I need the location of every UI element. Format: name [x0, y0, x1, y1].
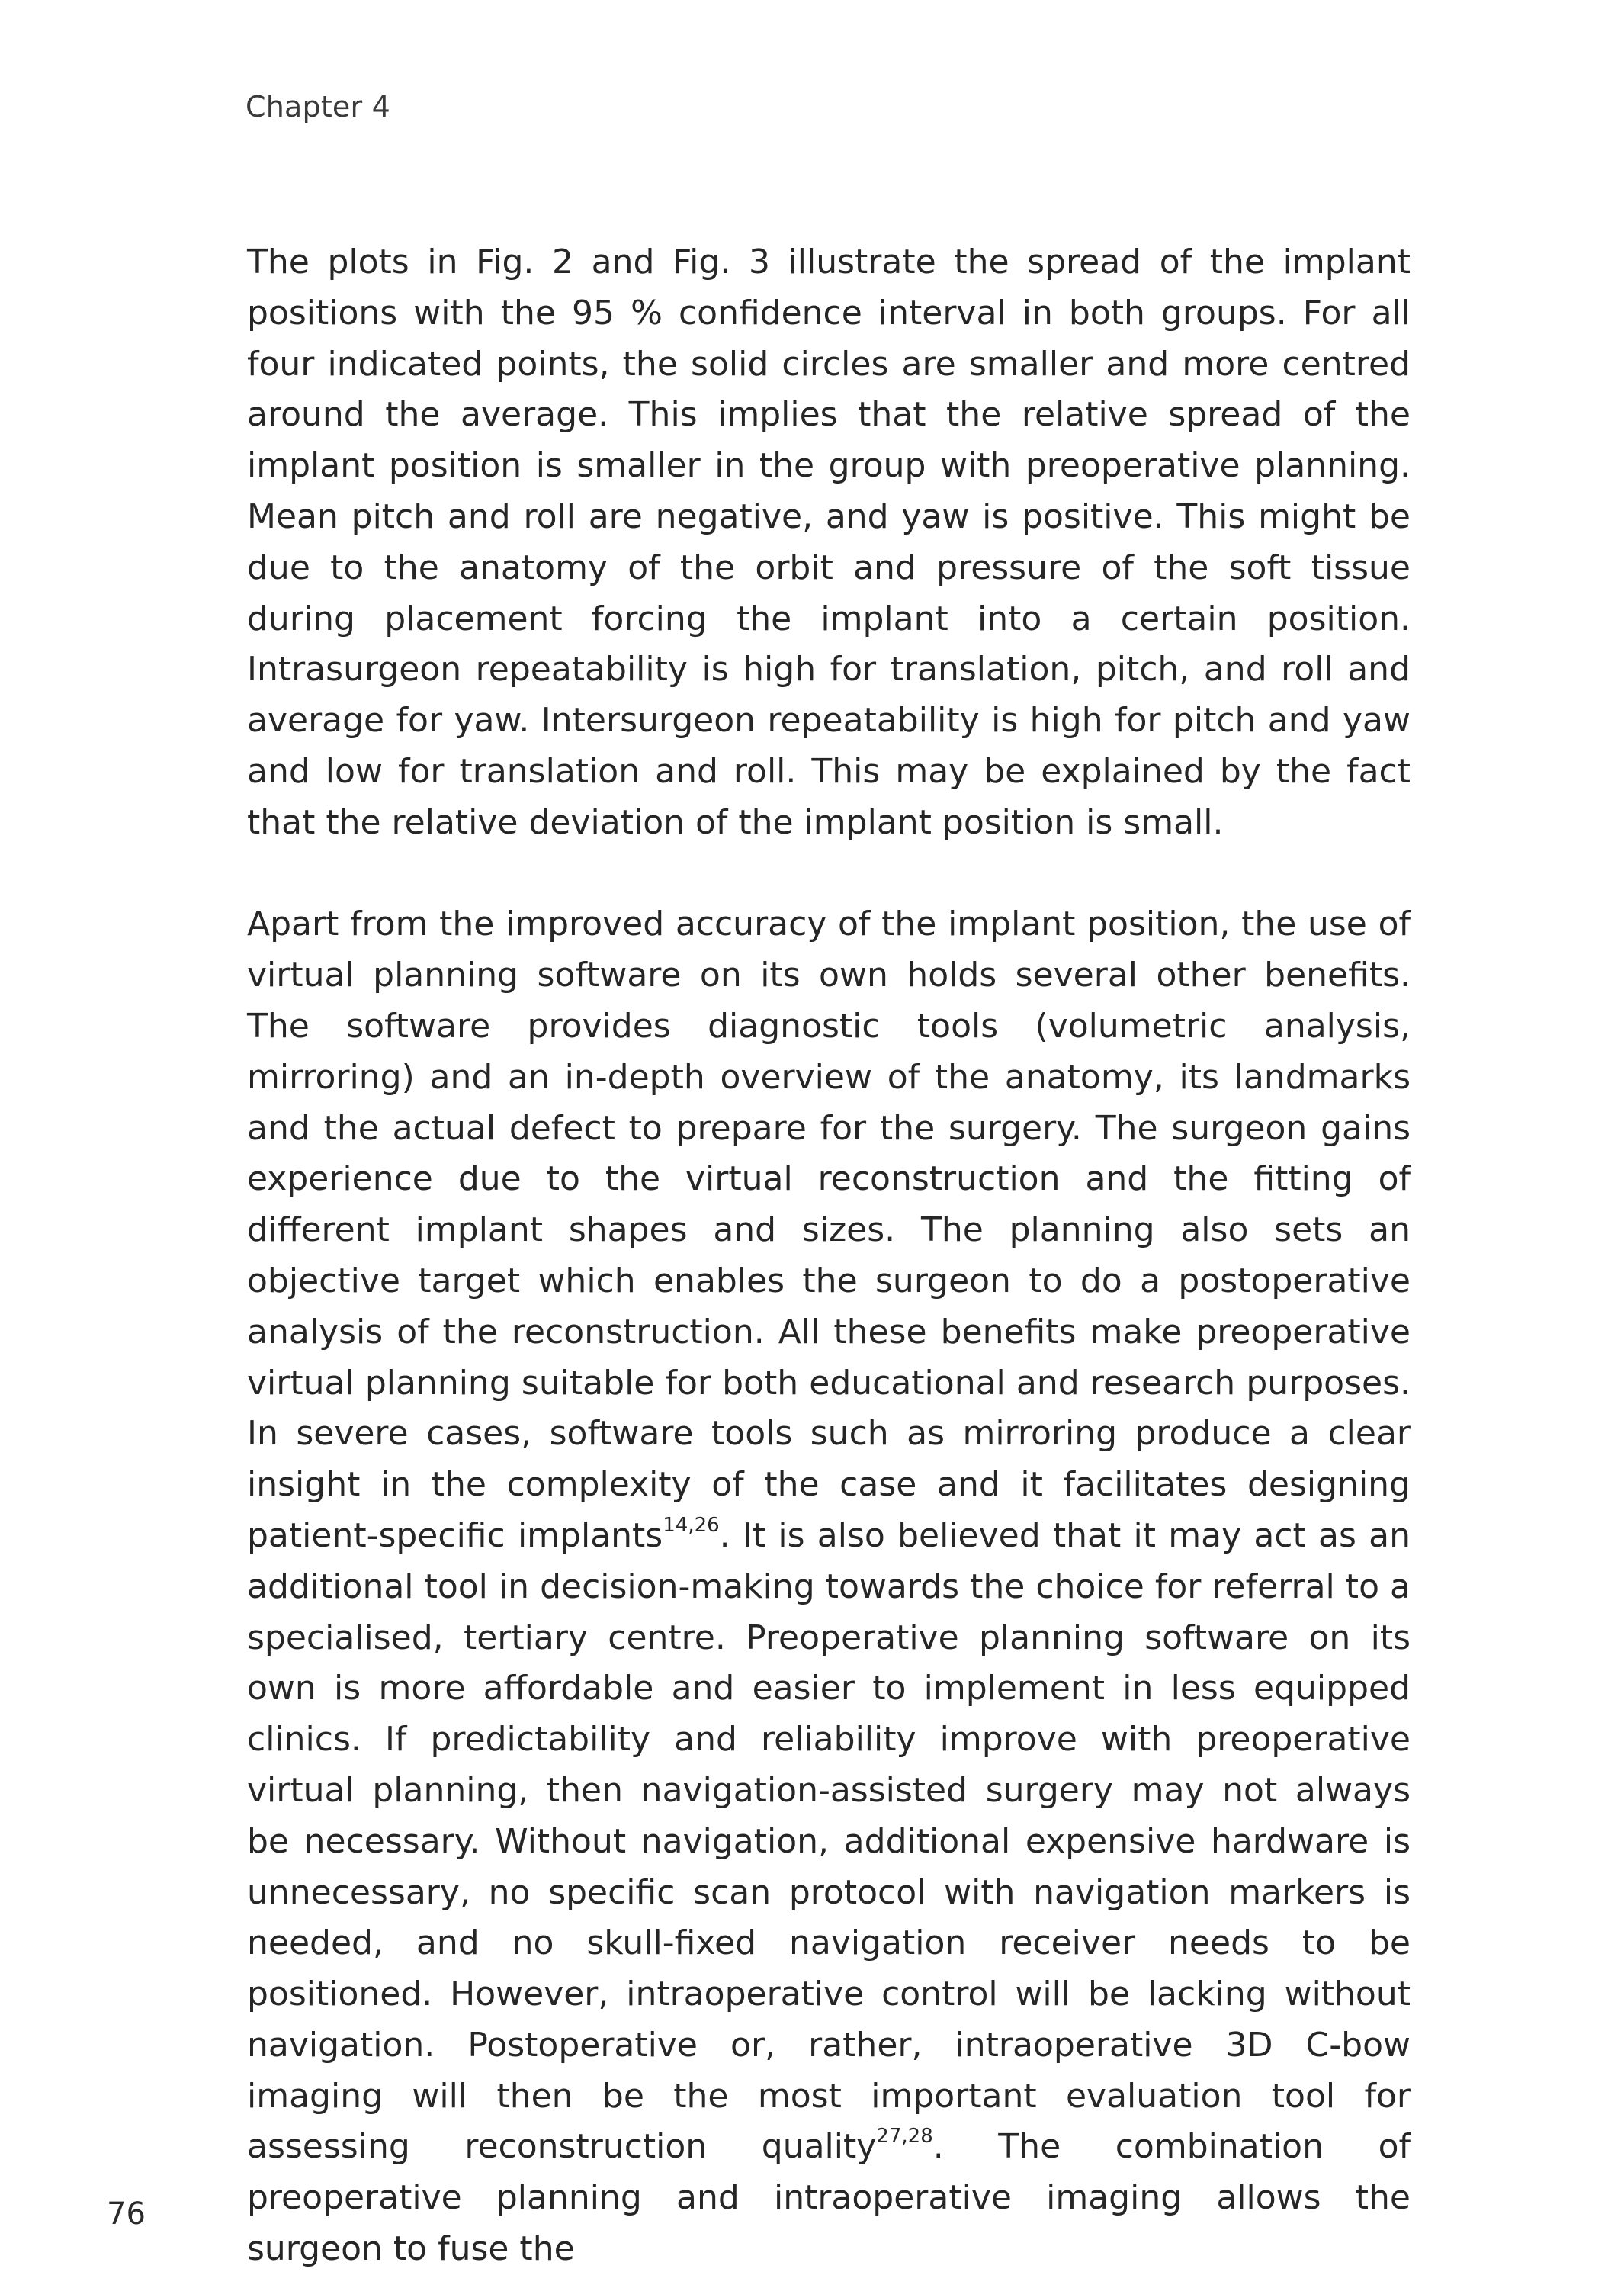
running-head: Chapter 4: [246, 90, 390, 124]
body-text: [247, 237, 1411, 2275]
paragraph-2-text-a: Apart from the improved accuracy of the implant position, the use of virtual planning software on its own holds several other benefits. The software provides diagnostic tools (volumetric analysis, mirroring) and an in-depth overview of the anatomy, its landmarks and the actual defect to prepare for the surgery. The surgeon gains experience due to the virtual reconstruction and the fitting of different implant shapes and sizes. The planning also sets an objective target which enables the surgeon to do a postoperative analysis of the reconstruction. All these benefits make preoperative virtual planning suitable for both educational and research purposes. In severe cases, software tools such as mirroring produce a clear insight in the complexity of the case and it facilitates designing patient-specific implants: [247, 905, 1411, 1555]
citation-superscript: 14,26: [663, 1513, 720, 1537]
page-number: 76: [107, 2196, 146, 2232]
paragraph-2: [247, 899, 1411, 2275]
paragraph-1: [247, 237, 1411, 849]
paragraph-2-text-c: . The combination of preoperative planning and intraoperative imaging allows the surgeon to fuse the: [247, 2127, 1411, 2269]
paragraph-2-text-b: . It is also believed that it may act as an additional tool in decision-making towards the choice for referral to a specialised, tertiary centre. Preoperative planning software on its own is more affordable and easier to implement in less equipped clinics. If predictability and reliability improve with preoperative virtual planning, then navigation-assisted surgery may not always be necessary. Without navigation, additional expensive hardware is unnecessary, no specific scan protocol with navigation markers is needed, and no skull-fixed navigation receiver needs to be positioned. However, intraoperative control will be lacking without navigation. Postoperative or, rather, intraoperative 3D C-bow imaging will then be the most important evaluation tool for assessing reconstruction quality: [247, 1515, 1411, 2167]
paragraph-1-text: The plots in Fig. 2 and Fig. 3 illustrate the spread of the implant positions with the 95 % confidence interval in both groups. For all four indicated points, the solid circles are smaller and more centred around the average. This implies that the relative spread of the implant position is smaller in the group with preoperative planning. Mean pitch and roll are negative, and yaw is positive. This might be due to the anatomy of the orbit and pressure of the soft tissue during placement forcing the implant into a certain position. Intrasurgeon repeatability is high for translation, pitch, and roll and average for yaw. Intersurgeon repeatability is high for pitch and yaw and low for translation and roll. This may be explained by the fact that the relative deviation of the implant position is small.: [247, 243, 1411, 842]
citation-superscript: 27,28: [876, 2125, 933, 2148]
